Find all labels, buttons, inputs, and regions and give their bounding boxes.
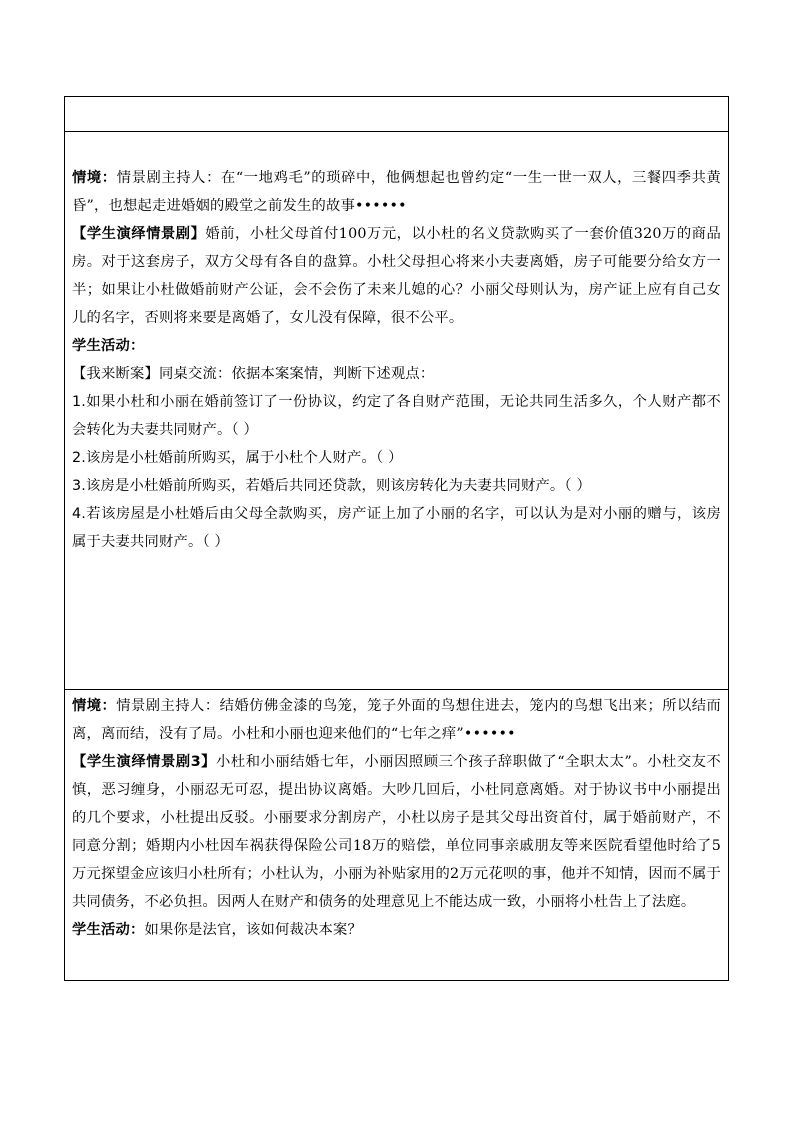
scene-text: 婚前，小杜父母首付100万元，以小杜的名义贷款购买了一套价值320万的商品房。对于这套房子，双方父母有各自的盘算。小杜父母担心将来小夫妻离婚，房子可能要分给女方一半；如果让小杜做婚前财产公证，会不会伤了未来儿媳的心？小丽父母则认为，房产证上应有自己女儿的名字，否则将来要是离婚了，女儿没有保障，很不公平。 xyxy=(72,226,721,326)
activity-paragraph-2 xyxy=(72,916,721,944)
judge-item: 1.如果小杜和小丽在婚前签订了一份协议，约定了各自财产范围，无论共同生活多久，个人财产都不会转化为夫妻共同财产。（ ） xyxy=(72,394,721,438)
judge-intro: 【我来断案】同桌交流：依据本案案情，判断下述观点： xyxy=(72,366,435,382)
activity-text: 如果你是法官，该如何裁决本案？ xyxy=(144,922,362,938)
scene-paragraph-1 xyxy=(72,220,721,332)
empty-row xyxy=(65,97,728,131)
activity-heading: 学生活动： xyxy=(72,338,145,354)
situation-text: 情景剧主持人：结婚仿佛金漆的鸟笼，笼子外面的鸟想住进去，笼内的鸟想飞出来；所以结而离，离而结，没有了局。小杜和小丽也迎来他们的“七年之痒”•••••• xyxy=(72,698,721,742)
situation-text: 情景剧主持人：在“一地鸡毛”的琐碎中，他俩想起也曾约定“一生一世一双人，三餐四季共黄昏”，也想起走进婚姻的殿堂之前发生的故事•••••• xyxy=(72,170,721,214)
situation-paragraph-2 xyxy=(72,692,721,748)
judge-item: 4.若该房屋是小杜婚后由父母全款购买，房产证上加了小丽的名字，可以认为是对小丽的赠与，该房属于夫妻共同财产。（ ） xyxy=(72,506,721,550)
case-block-2 xyxy=(65,689,728,980)
judge-item: 3.该房是小杜婚前所购买，若婚后共同还贷款，则该房转化为夫妻共同财产。（ ） xyxy=(72,478,592,494)
activity-label: 学生活动： xyxy=(72,922,145,938)
case-block-1 xyxy=(65,131,728,689)
judge-item: 2.该房是小杜婚前所购买，属于小杜个人财产。（ ） xyxy=(72,450,403,466)
situation-paragraph-1 xyxy=(72,164,721,220)
situation-label: 情境： xyxy=(72,170,117,186)
situation-label: 情境： xyxy=(72,698,117,714)
scene-label: 【学生演绎情景剧】 xyxy=(72,226,206,242)
scene-paragraph-2 xyxy=(72,748,721,916)
lesson-table xyxy=(64,96,729,981)
scene-label: 【学生演绎情景剧3】 xyxy=(72,754,217,770)
scene-text: 小杜和小丽结婚七年，小丽因照顾三个孩子辞职做了“全职太太”。小杜交友不慎，恶习缠身，小丽忍无可忍，提出协议离婚。大吵几回后，小杜同意离婚。对于协议书中小丽提出的几个要求，小杜提出反驳。小丽要求分割房产，小杜以房子是其父母出资首付，属于婚前财产，不同意分割；婚期内小杜因车祸获得保险公司18万的赔偿，单位同事亲戚朋友等来医院看望他时给了5万元探望金应该归小杜所有；小杜认为，小丽为补贴家用的2万元花呗的事，他并不知情，因而不属于共同债务，不必负担。因两人在财产和债务的处理意见上不能达成一致，小丽将小杜告上了法庭。 xyxy=(72,754,721,910)
